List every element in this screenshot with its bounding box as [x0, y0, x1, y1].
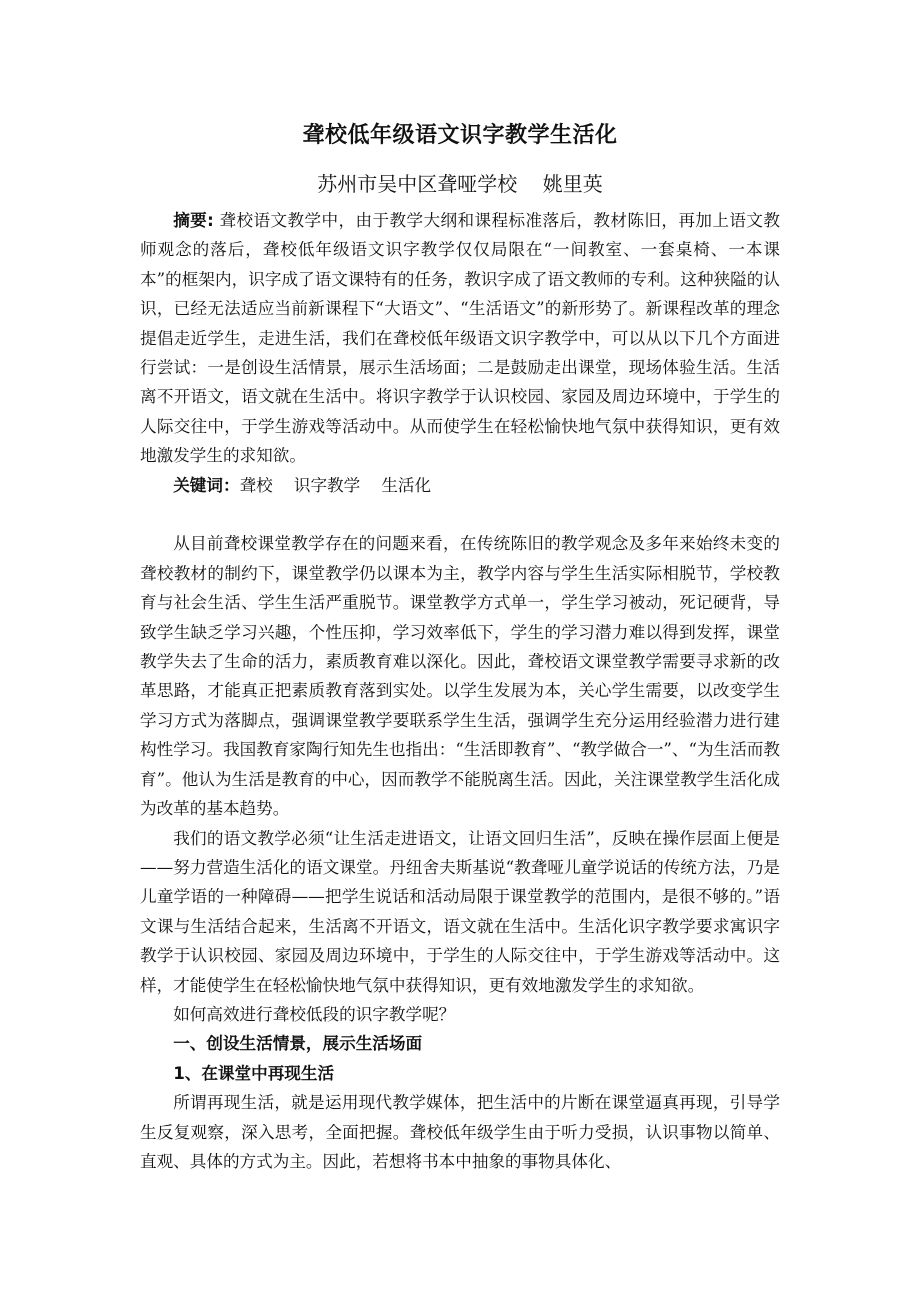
- body-paragraph-3: 如何高效进行聋校低段的识字教学呢？: [173, 1004, 456, 1024]
- abstract-paragraph: [140, 206, 780, 471]
- author-line: 苏州市吴中区聋哑学校 姚里英: [317, 172, 603, 196]
- abstract-label: 摘要:: [173, 211, 214, 230]
- section-heading-1-1: 1、在课堂中再现生活: [173, 1063, 335, 1083]
- keywords-paragraph: [140, 471, 780, 500]
- blank-line: [140, 500, 780, 529]
- section-heading-1: 一、创设生活情景，展示生活场面: [173, 1034, 423, 1054]
- keywords-text: 聋校 识字教学 生活化: [239, 475, 432, 495]
- body-paragraph-4: 所谓再现生活，就是运用现代教学媒体，把生活中的片断在课堂逼真再现，引导学生反复观察，深入思考，全面把握。聋校低年级学生由于听力受损，认识事物以简单、直观、具体的方式为主。因此，若想将书本中抽象的事物具体化、: [140, 1093, 780, 1171]
- body-paragraph-1: 从目前聋校课堂教学存在的问题来看，在传统陈旧的教学观念及多年来始终未变的聋校教材的制约下，课堂教学仍以课本为主，教学内容与学生生活实际相脱节，学校教育与社会生活、学生生活严重脱节。课堂教学方式单一，学生学习被动，死记硬背，导致学生缺乏学习兴趣，个性压抑，学习效率低下，学生的学习潜力难以得到发挥，课堂教学失去了生命的活力，素质教育难以深化。因此，聋校语文课堂教学需要寻求新的改革思路，才能真正把素质教育落到实处。以学生发展为本，关心学生需要，以改变学生学习方式为落脚点，强调课堂教学要联系学生生活，强调学生充分运用经验潜力进行建构性学习。我国教育家陶行知先生也指出：“生活即教育”、“教学做合一”、“为生活而教育”。他认为生活是教育的中心，因而教学不能脱离生活。因此，关注课堂教学生活化成为改革的基本趋势。: [140, 534, 780, 819]
- keywords-label: 关键词：: [173, 475, 240, 495]
- document-title: 聋校低年级语文识字教学生活化: [302, 123, 618, 148]
- abstract-text: 聋校语文教学中，由于教学大纲和课程标准落后，教材陈旧，再加上语文教师观念的落后，聋校低年级语文识字教学仅仅局限在“一间教室、一套桌椅、一本课本”的框架内，识字成了语文课特有的任务，教识字成了语文教师的专利。这种狭隘的认识，已经无法适应当前新课程下“大语文”、“生活语文”的新形势了。新课程改革的理念提倡走近学生，走进生活，我们在聋校低年级语文识字教学中，可以从以下几个方面进行尝试：一是创设生活情景，展示生活场面；二是鼓励走出课堂，现场体验生活。生活离不开语文，语文就在生活中。将识字教学于认识校园、家园及周边环境中，于学生的人际交往中，于学生游戏等活动中。从而使学生在轻松愉快地气氛中获得知识，更有效地激发学生的求知欲。: [140, 211, 780, 466]
- body-paragraph-2: 我们的语文教学必须“让生活走进语文，让语文回归生活”，反映在操作层面上便是——努力营造生活化的语文课堂。丹纽舍夫斯基说“教聋哑儿童学说话的传统方法，乃是儿童学语的一种障碍——把学生说话和活动局限于课堂教学的范围内，是很不够的。”语文课与生活结合起来，生活离不开语文，语文就在生活中。生活化识字教学要求寓识字教学于认识校园、家园及周边环境中，于学生的人际交往中，于学生游戏等活动中。这样，才能使学生在轻松愉快地气氛中获得知识，更有效地激发学生的求知欲。: [140, 828, 780, 995]
- document-body: [140, 206, 780, 1176]
